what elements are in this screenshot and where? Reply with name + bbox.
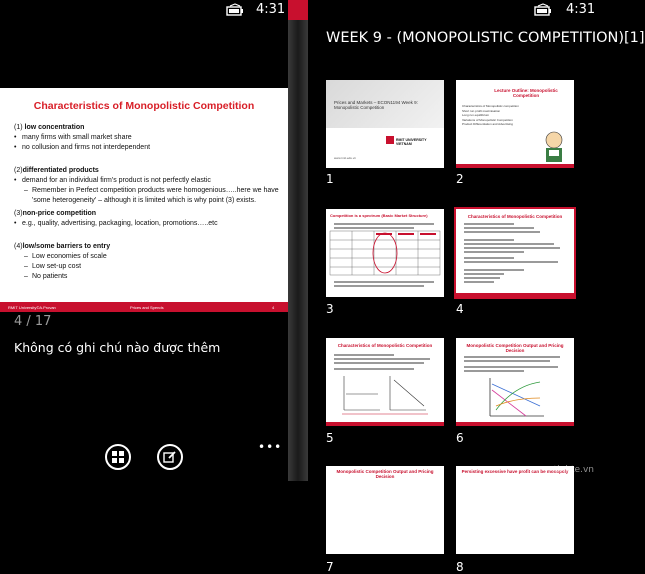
section-3-text: non-price competition [22,210,97,217]
sub-bullet: – Remember in Perfect competition products were homogenious…..here we have 'some heterogeneity' – although it is limited which is why point (3) exists. [14,186,282,206]
slide-footer [0,302,288,312]
signal-icon [226,4,244,16]
thumb-3-title: Competition is a spectrum (Basic Market Structure) [330,213,428,218]
sub-bullet: – Low set-up cost [14,262,282,272]
cartoon-image [540,130,568,164]
slide-thumbnail-8[interactable] [456,466,574,554]
market-structure-table [330,231,440,275]
slide-thumbnail-1[interactable] [326,80,444,168]
section-2-number: (2) [14,167,23,174]
thumb-2-item: Product Differentiation and Advertising [462,122,513,126]
watermark: tinhte.vn [553,465,594,475]
slide-number: 8 [456,560,464,574]
footer-page: 4 [272,305,275,310]
sub-bullet: – Low economies of scale [14,252,282,262]
edit-icon [163,450,177,464]
thumb-7-title: Monopolistic Competition Output and Pricing Decision [336,469,434,479]
thumb-6-title: Monopolistic Competition Output and Pricing Decision [466,343,564,353]
slide-number: 4 [456,302,464,316]
status-time: 4:31 [566,2,596,17]
slide-thumbnail-2[interactable] [456,80,574,168]
bullet: • e.g., quality, advertising, packaging, location, promotions…..etc [14,219,282,229]
edit-notes-button[interactable] [157,444,183,470]
slide-body [14,120,282,282]
status-time: 4:31 [256,2,286,17]
slide-grid-button[interactable] [105,444,131,470]
slide-number: 5 [326,431,334,445]
slide-number: 7 [326,560,334,574]
bullet: • many firms with small market share [14,133,282,143]
grid-icon [111,450,125,464]
status-bar [0,0,288,20]
thumb-2-item: Short run profit maximisation [462,108,501,113]
section-2-text: differentiated products [22,167,99,174]
section-3-heading [14,209,282,219]
slide-pager: 4 / 17 [14,314,52,329]
section-1-heading [14,123,282,133]
slide-number: 3 [326,302,334,316]
section-1-text: low concentration [24,124,85,131]
slide-thumbnail-6[interactable] [456,338,574,426]
thumb-2-item: Long run equilibrium [462,113,490,117]
screen-divider-accent [288,0,308,20]
sub-bullet: – No patients [14,272,282,282]
current-slide[interactable] [0,88,288,312]
section-3-number: (3) [14,210,23,217]
section-4-number: (4) [14,243,23,250]
slide-thumbnail-7[interactable] [326,466,444,554]
section-4-heading [14,242,282,252]
slide-grid-screen [308,0,645,574]
slide-number: 6 [456,431,464,445]
signal-icon [534,4,552,16]
thumb-5-title: Characteristics of Monopolistic Competition [337,343,433,348]
more-options-icon[interactable]: ••• [258,440,283,454]
thumb-4-title: Characteristics of Monopolistic Competition [467,214,563,219]
thumb-2-item: Characteristics of Monopolistic competition [462,104,519,108]
bullet: • demand for an individual firm's product is not perfectly elastic [14,176,282,186]
thumb-2-title: Lecture Outline: Monopolistic Competition [494,88,558,98]
slide-number: 2 [456,172,464,186]
rmit-logo: RMIT UNIVERSITY VIETNAM [396,138,427,146]
slide-thumbnail-5[interactable] [326,338,444,426]
slide-number: 1 [326,172,334,186]
section-4-text: low/some barriers to entry [22,243,111,250]
screen-divider [288,0,308,481]
bullet: • no collusion and firms not interdependent [14,143,282,153]
section-2-heading [14,166,282,176]
slide-thumbnail-4-selected[interactable] [456,209,574,297]
slide-title: Characteristics of Monopolistic Competition [33,100,255,112]
footer-left: RMIT University©A.Provan [8,305,56,310]
slide-thumbnail-3[interactable] [326,209,444,297]
section-1-number: (1) [14,124,25,131]
slide-viewer-screen [0,0,288,481]
demand-curves-diagram [340,374,430,414]
thumb-2-item: Variations of Monopolistic Competition [462,117,513,122]
footer-mid: Prices and Spends [130,305,164,310]
presentation-title: WEEK 9 - (MONOPOLISTIC COMPETITION)[1] [326,30,645,46]
slide-notes: Không có ghi chú nào được thêm [14,340,221,355]
thumb-2-list [462,104,552,127]
pricing-diagram [486,376,546,420]
thumb-8-title: Persisting excessive have profit can be monopoly [461,469,569,474]
thumb-1-url: www.rmit.edu.vn [334,156,357,160]
thumb-1-title: Prices and Markets – ECON1194 Week 9: Monopolistic Competition [334,100,418,110]
